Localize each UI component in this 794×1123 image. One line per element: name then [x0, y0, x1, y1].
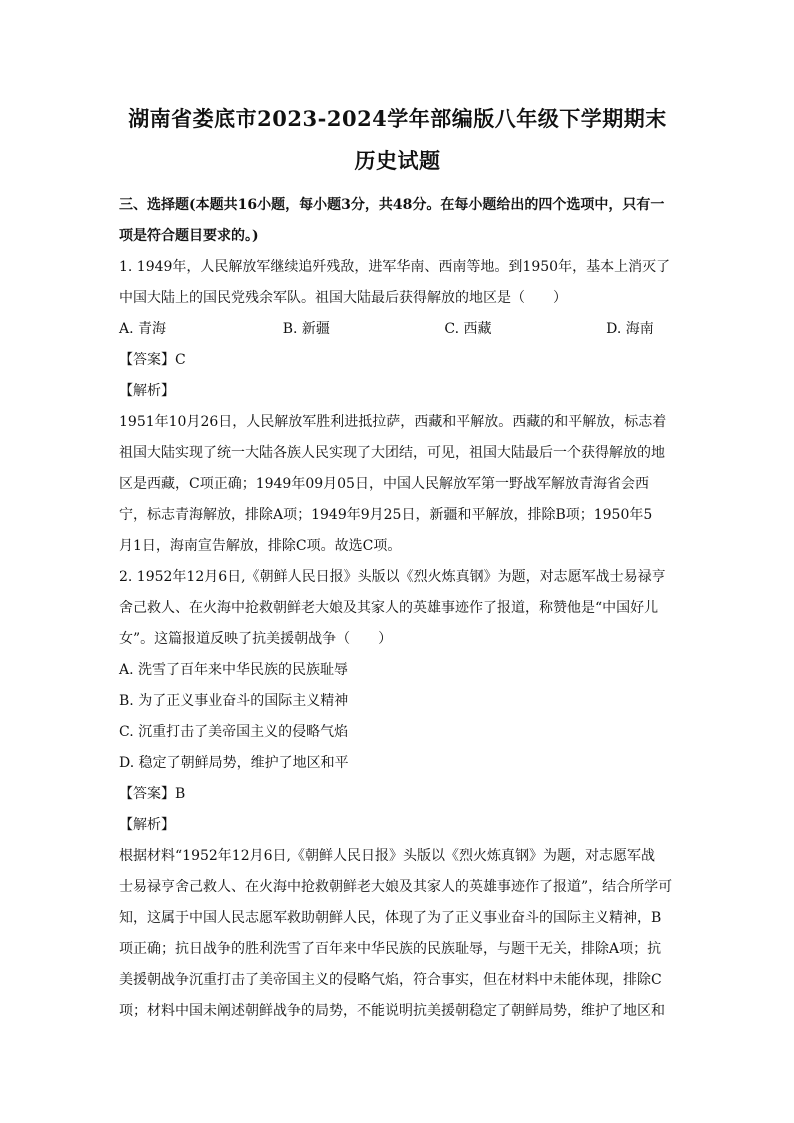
- q1-analysis-line3: 区是西藏，C项正确；1949年09月05日，中国人民解放军第一野战军解放青海省会西: [119, 476, 649, 492]
- q2-stem-line1: 2. 1952年12月6日,《朝鲜人民日报》头版以《烈火炼真钢》为题，对志愿军战士易禄亨: [119, 569, 666, 585]
- q2-option-c: C. 沉重打击了美帝国主义的侵略气焰: [119, 724, 349, 740]
- q2-analysis-line4: 项正确；抗日战争的胜利洗雪了百年来中华民族的民族耻辱，与题干无关，排除A项；抗: [119, 941, 662, 957]
- question-2: [119, 562, 676, 1027]
- q2-analysis-line6: 项；材料中国未阐述朝鲜战争的局势，不能说明抗美援朝稳定了朝鲜局势，维护了地区和: [119, 1003, 665, 1019]
- q2-option-b: B. 为了正义事业奋斗的国际主义精神: [119, 693, 349, 709]
- q2-stem-line3: 女”。这篇报道反映了抗美援朝战争（ ）: [119, 631, 393, 647]
- q2-analysis-label: 【解析】: [119, 817, 175, 833]
- q1-options: [119, 314, 676, 345]
- q1-option-b: B. 新疆: [282, 321, 330, 337]
- q1-option-c: C. 西藏: [444, 321, 492, 337]
- q1-analysis-label: 【解析】: [119, 383, 175, 399]
- q2-analysis-line1: 根据材料“1952年12月6日,《朝鲜人民日报》头版以《烈火炼真钢》为题，对志愿军战: [119, 848, 655, 864]
- q1-stem-line2: 中国大陆上的国民党残余军队。祖国大陆最后获得解放的地区是（ ）: [119, 290, 567, 306]
- q2-analysis-line2: 士易禄亨舍己救人、在火海中抢救朝鲜老大娘及其家人的英雄事迹作了报道”，结合所学可: [119, 879, 673, 895]
- q1-stem-line1: 1. 1949年，人民解放军继续追歼残敌，进军华南、西南等地。到1950年，基本上消灭了: [119, 259, 671, 275]
- section-heading-line1: 三、选择题(本题共16小题，每小题3分，共48分。在每小题给出的四个选项中，只有一: [119, 197, 665, 213]
- q2-stem-line2: 舍己救人、在火海中抢救朝鲜老大娘及其家人的英雄事迹作了报道，称赞他是“中国好儿: [119, 600, 659, 616]
- q2-option-d: D. 稳定了朝鲜局势，维护了地区和平: [119, 755, 349, 771]
- q2-answer: 【答案】B: [119, 786, 186, 802]
- q1-analysis-line2: 祖国大陆实现了统一大陆各族人民实现了大团结，可见，祖国大陆最后一个获得解放的地: [119, 445, 665, 461]
- q1-answer: 【答案】C: [119, 352, 186, 368]
- section-heading: [119, 190, 676, 252]
- q2-analysis-line5: 美援朝战争沉重打击了美帝国主义的侵略气焰，符合事实，但在材料中未能体现，排除C: [119, 972, 662, 988]
- q1-analysis-line4: 宁，标志青海解放，排除A项；1949年9月25日，新疆和平解放，排除B项；1950年5: [119, 507, 653, 523]
- q2-option-a: A. 洗雪了百年来中华民族的民族耻辱: [119, 662, 349, 678]
- exam-title-line1: 湖南省娄底市2023-2024学年部编版八年级下学期期末: [128, 106, 667, 131]
- q1-analysis-line1: 1951年10月26日，人民解放军胜利进抵拉萨，西藏和平解放。西藏的和平解放，标志着: [119, 414, 667, 430]
- q1-analysis-line5: 月1日，海南宣告解放，排除C项。故选C项。: [119, 538, 402, 554]
- section-heading-line2: 项是符合题目要求的。): [119, 228, 259, 244]
- q1-option-d: D. 海南: [606, 321, 654, 337]
- q1-option-a: A. 青海: [119, 321, 167, 337]
- exam-title-line2: 历史试题: [354, 148, 441, 173]
- q2-analysis-line3: 知，这属于中国人民志愿军救助朝鲜人民，体现了为了正义事业奋斗的国际主义精神，B: [119, 910, 662, 926]
- question-1: [119, 252, 676, 562]
